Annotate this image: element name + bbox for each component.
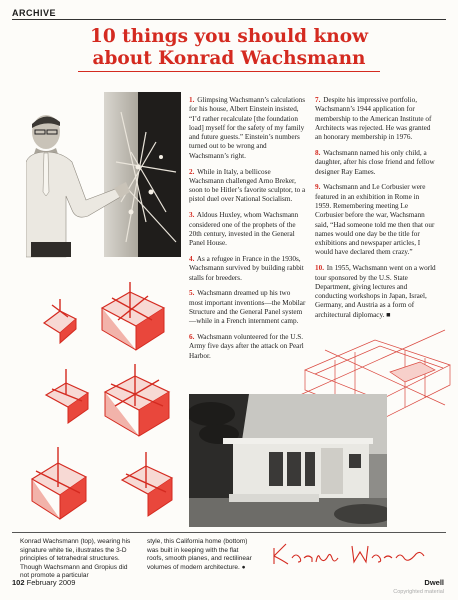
page-number: 102 <box>12 578 25 587</box>
header-rule <box>12 19 446 20</box>
fact-item: 7. Despite his impressive portfolio, Wachsmann’s 1944 application for membership to the American Institute of Architects was rejected. He was granted an honorary membership in 1976. <box>315 96 432 142</box>
section-label: ARCHIVE <box>12 8 57 18</box>
tetrahedral-drawing <box>98 278 168 360</box>
title-rule <box>78 71 380 72</box>
caption-rule <box>12 532 446 533</box>
copyright-notice: Copyrighted material <box>393 589 444 595</box>
fact-item: 4. As a refugee in France in the 1930s, Wachsmann survived by building rabbit stalls for breeders. <box>189 254 304 282</box>
tetrahedral-drawing <box>101 362 173 442</box>
facts-column-left <box>189 96 306 367</box>
magazine-name: Dwell <box>424 578 444 587</box>
fact-item: 8. Wachsmann named his only child, a daughter, after his close friend and fellow designer Ray Eames. <box>315 148 435 176</box>
page-title: 10 things you should know about Konrad Wachsmann <box>89 26 369 69</box>
fact-item: 1. Glimpsing Wachsmann’s calculations for his house, Albert Einstein insisted, “I’d rather recalculate [the foundation load] myself for the safety of my family and future guests.” Einstein’s numbers turned out to be wrong and Wachsmann’s right. <box>189 96 306 160</box>
tetrahedral-drawing <box>118 448 176 520</box>
wachsmann-portrait-photo <box>26 92 181 272</box>
tetrahedral-drawing <box>42 365 92 427</box>
facts-column-right <box>315 96 437 327</box>
fact-item: 2. While in Italy, a bellicose Wachsmann challenged Arno Breker, soon to be Hitler’s favorite sculptor, to a pistol duel over National Socialism. <box>189 167 306 204</box>
tetrahedral-drawing <box>28 443 90 523</box>
fact-item: 9. Wachsmann and Le Corbusier were featured in an exhibition in Rome in 1959. Remembering meeting Le Corbusier before the war, Wachsmann said, “Had someone told me then that our names would one day be the title for exhibitions and newspaper articles, I would have declared them crazy.” <box>315 183 435 257</box>
fact-item: 10. In 1955, Wachsmann went on a world tour sponsored by the U.S. State Department, giving lectures and conducting workshops in Japan, Israel, Germany, and Austria as a form of architectural diplomacy. ■ <box>315 264 436 319</box>
issue-date: February 2009 <box>26 578 76 587</box>
california-house-photo <box>189 394 387 527</box>
photo-caption-left: Konrad Wachsmann (top), wearing his signature white tie, illustrates the 3-D principles of tetrahedral structures. Though Wachsmann and Gropius did not promote a particular <box>20 538 131 580</box>
fact-item: 3. Aldous Huxley, whom Wachsmann considered one of the prophets of the 20th century, invested in the General Panel House. <box>189 211 299 248</box>
photo-caption-right: style, this California home (bottom) was built in keeping with the flat roofs, smooth planes, and rectilinear volumes of modern architecture. ● <box>147 538 252 571</box>
tetrahedral-drawing <box>40 293 80 345</box>
footer-page-info <box>12 578 75 587</box>
fact-item: 6. Wachsmann volunteered for the U.S. Army five days after the attack on Pearl Harbor. <box>189 333 304 360</box>
signature <box>268 540 428 568</box>
fact-item: 5. Wachsmann dreamed up his two most important inventions—the Mobilar Structure and the General Panel system—while in a French internment camp. <box>189 289 306 326</box>
